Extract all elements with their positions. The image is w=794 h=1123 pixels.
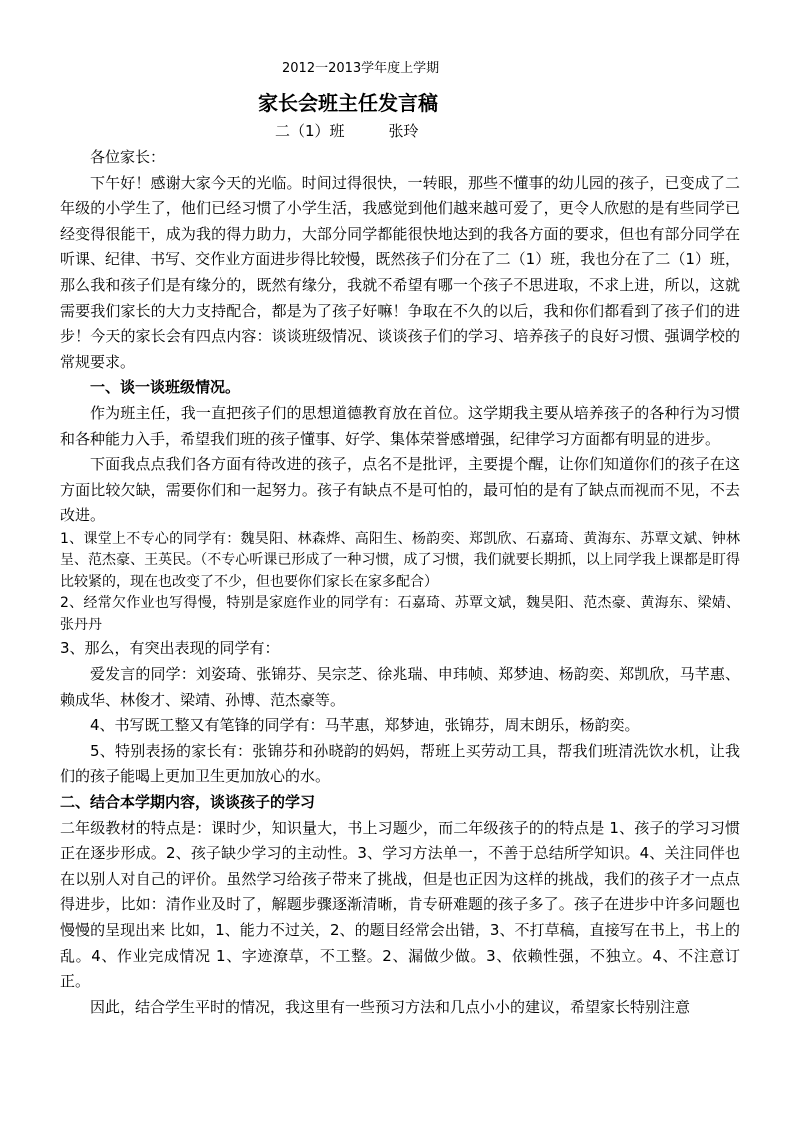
section-1-paragraph-2: 下面我点点我们各方面有待改进的孩子，点名不是批评，主要提个醒，让你们知道你们的孩子在这方面比较欠缺，需要你们和一起努力。孩子有缺点不是可怕的，最可怕的是有了缺点而视而不见，不去改进。 xyxy=(60,455,740,525)
teacher-name: 张玲 xyxy=(388,122,419,140)
list-item-2: 2、经常欠作业也写得慢，特别是家庭作业的同学有：石嘉琦、苏覃文斌，魏昊阳、范杰豪、黄海东、梁婧、张丹丹 xyxy=(60,595,740,633)
document-body xyxy=(60,145,740,1020)
greeting: 各位家长： xyxy=(90,148,166,166)
page-title: 家长会班主任发言稿 xyxy=(258,91,438,115)
list-item-1: 1、课堂上不专心的同学有：魏昊阳、林森烨、高阳生、杨韵奕、郑凯欣、石嘉琦、黄海东、苏覃文斌、钟林呈、范杰豪、王英民。（不专心听课已形成了一种习惯，成了习惯，我们就要长期抓，以上同学我上课都是盯得比较紧的，现在也改变了不少，但也要你们家长在家多配合） xyxy=(60,530,740,590)
class-name: 二（1）班 xyxy=(275,122,345,140)
list-item-5: 5、特别表扬的家长有：张锦芬和孙晓韵的妈妈，帮班上买劳动工具，帮我们班清洗饮水机，让我们的孩子能喝上更加卫生更加放心的水。 xyxy=(60,741,740,786)
list-item-3: 3、那么，有突出表现的同学有： xyxy=(60,639,280,658)
section-2-heading: 二、结合本学期内容，谈谈孩子的学习 xyxy=(60,792,316,811)
intro-paragraph: 下午好！感谢大家今天的光临。时间过得很快，一转眼，那些不懂事的幼儿园的孩子，已变成了二年级的小学生了，他们已经习惯了小学生活，我感觉到他们越来越可爱了，更令人欣慰的是有些同学已经变得很能干，成为我的得力助力，大部分同学都能很快地达到的我各方面的要求，但也有部分同学在听课、纪律、书写、交作业方面进步得比较慢，既然孩子们分在了二（1）班，我也分在了二（1）班，那么我和孩子们是有缘分的，既然有缘分，我就不希望有哪一个孩子不思进取，不求上进，所以，这就需要我们家长的大力支持配合，都是为了孩子好嘛！争取在不久的以后，我和你们都看到了孩子们的进步！今天的家长会有四点内容：谈谈班级情况、谈谈孩子们的学习、培养孩子的良好习惯、强调学校的常规要求。 xyxy=(60,173,740,371)
school-year: 2012一2013学年度上学期 xyxy=(282,61,440,76)
list-item-3-sub: 爱发言的同学：刘姿琦、张锦芬、吴宗芝、徐兆瑞、申玮帧、郑梦迪、杨韵奕、郑凯欣，马芊惠、赖成华、林俊才、梁靖、孙博、范杰豪等。 xyxy=(60,665,740,709)
list-item-4: 4、书写既工整又有笔锋的同学有：马芊惠，郑梦迪，张锦芬，周末朗乐，杨韵奕。 xyxy=(90,716,640,735)
section-2-paragraph-1: 二年级教材的特点是：课时少，知识量大，书上习题少，而二年级孩子的的特点是 1、孩子的学习习惯正在逐步形成。2、孩子缺少学习的主动性。3、学习方法单一，不善于总结所学知识。4、关注同伴也在以别人对自己的评价。虽然学习给孩子带来了挑战，但是也正因为这样的挑战，我们的孩子才一点点得进步，比如：清作业及时了，解题步骤逐渐清晰，肯专研难题的孩子多了。孩子在进步中许多问题也慢慢的呈现出来 比如，1、能力不过关，2、的题目经常会出错，3、不打草稿，直接写在书上，书上的乱。4、作业完成情况 1、字迹潦草，不工整。2、漏做少做。3、依赖性强，不独立。4、不注意订正。 xyxy=(60,818,740,991)
section-1-heading: 一、谈一谈班级情况。 xyxy=(90,378,241,397)
section-1-paragraph-1: 作为班主任，我一直把孩子们的思想道德教育放在首位。这学期我主要从培养孩子的各种行为习惯和各种能力入手，希望我们班的孩子懂事、好学、集体荣誉感增强，纪律学习方面都有明显的进步。 xyxy=(60,403,740,448)
byline xyxy=(275,120,419,141)
section-2-paragraph-2: 因此，结合学生平时的情况，我这里有一些预习方法和几点小小的建议，希望家长特别注意 xyxy=(90,997,691,1016)
